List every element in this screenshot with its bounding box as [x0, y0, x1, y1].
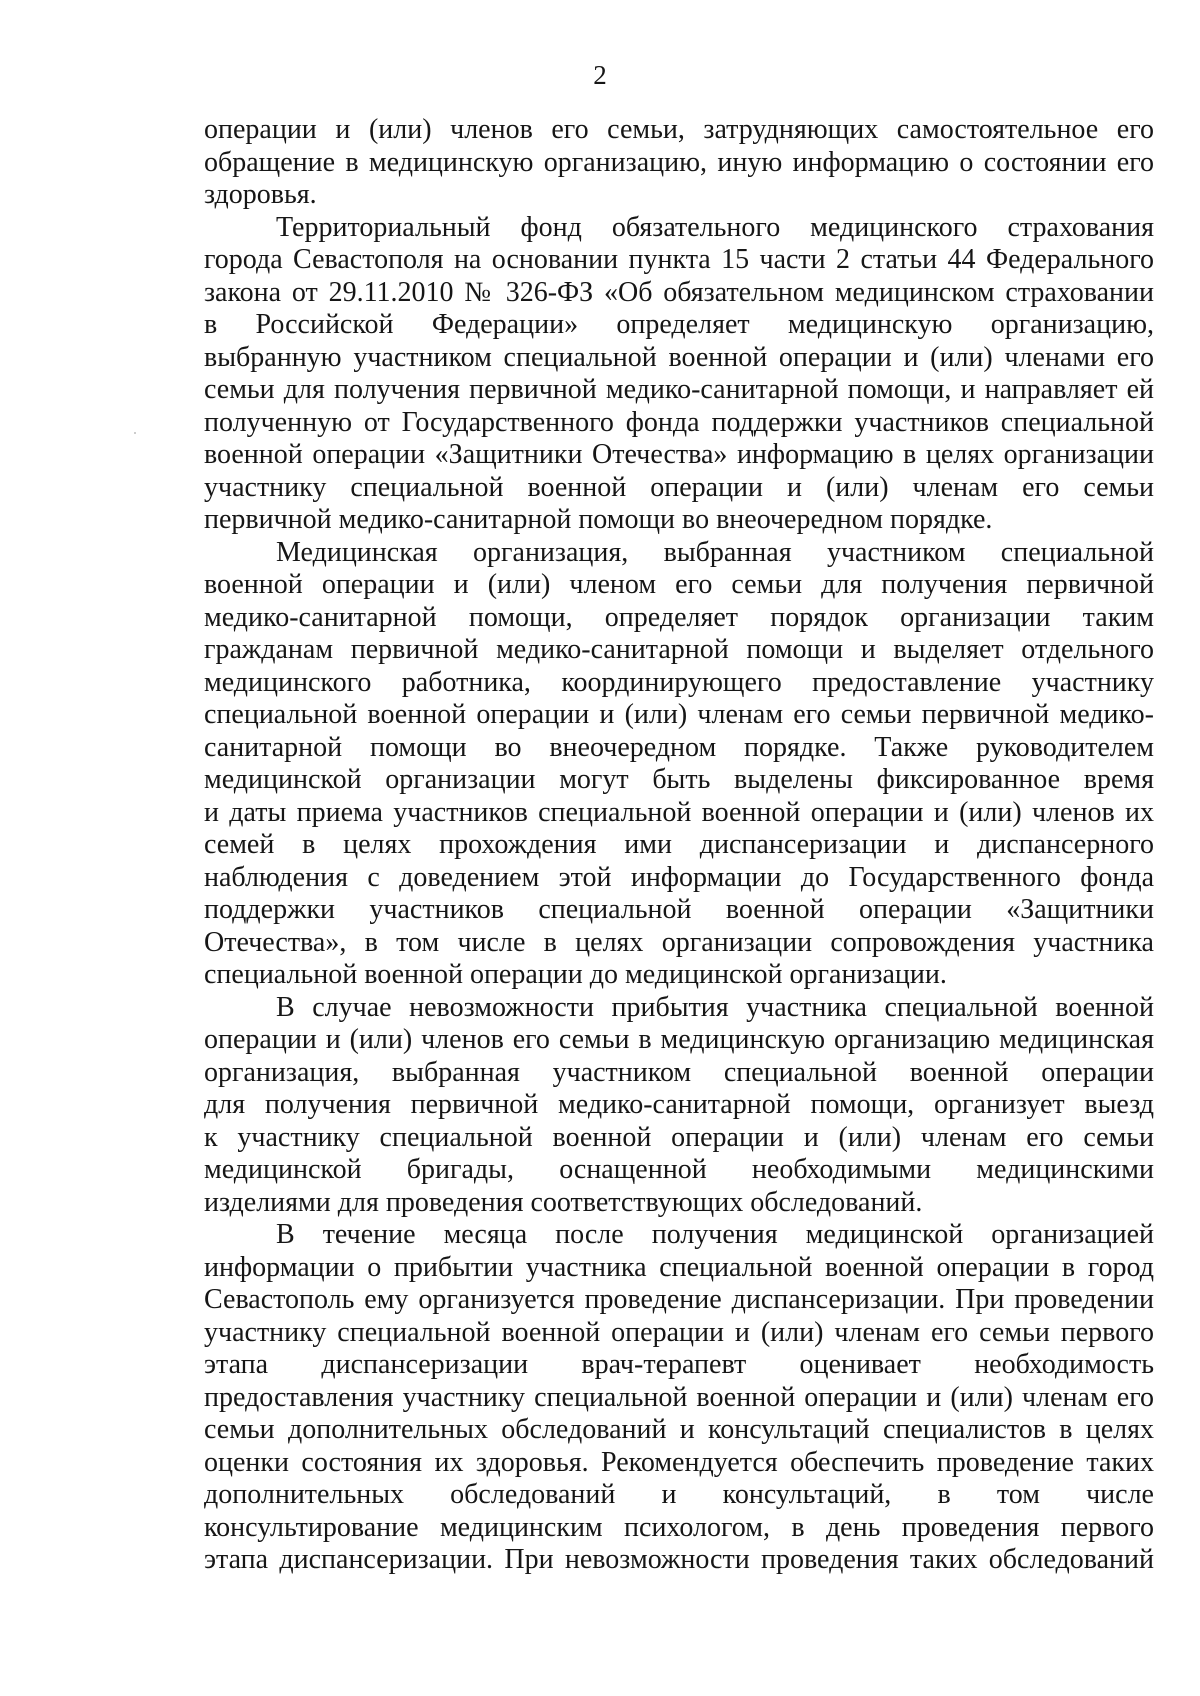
text-line: семей в целях прохождения ими диспансеризации и диспансерного: [204, 829, 1154, 860]
paragraph: [204, 212, 1154, 537]
text-line: медицинской бригады, оснащенной необходимыми медицинскими: [204, 1154, 1154, 1185]
text-line: города Севастополя на основании пункта 15 части 2 статьи 44 Федерального: [204, 244, 1154, 275]
text-line: закона от 29.11.2010 № 326-ФЗ «Об обязательном медицинском страховании: [204, 276, 1154, 308]
text-line: военной операции и (или) членом его семьи для получения первичной: [204, 569, 1154, 600]
text-line: информации о прибытии участника специальной военной операции в город: [204, 1251, 1154, 1283]
text-line: предоставления участнику специальной военной операции и (или) членам его: [204, 1381, 1154, 1413]
paragraph: [204, 537, 1154, 992]
text-line: Отечества», в том числе в целях организации сопровождения участника: [204, 926, 1154, 958]
text-line: Севастополь ему организуется проведение диспансеризации. При проведении: [204, 1284, 1154, 1315]
scan-speck: [134, 432, 136, 434]
text-line: организация, выбранная участником специальной военной операции: [204, 1056, 1154, 1088]
text-line: этапа диспансеризации врач-терапевт оценивает необходимость: [204, 1349, 1154, 1380]
text-line: операции и (или) членов его семьи, затрудняющих самостоятельное его: [204, 114, 1154, 145]
paragraph: [204, 1219, 1154, 1577]
text-line: обращение в медицинскую организацию, иную информацию о состоянии его: [204, 146, 1154, 178]
text-line: медицинской организации могут быть выделены фиксированное время: [204, 764, 1154, 795]
document-body: [204, 114, 1154, 1577]
text-line: медицинского работника, координирующего предоставление участнику: [204, 666, 1154, 698]
text-line: первичной медико-санитарной помощи во внеочередном порядке.: [204, 504, 993, 535]
text-line: специальной военной операции и (или) членам его семьи первичной медико-: [204, 699, 1154, 730]
text-line: гражданам первичной медико-санитарной помощи и выделяет отдельного: [204, 634, 1154, 665]
text-line: санитарной помощи во внеочередном порядке. Также руководителем: [204, 731, 1154, 763]
text-line: этапа диспансеризации. При невозможности проведения таких обследований: [204, 1544, 1154, 1575]
text-line: здоровья.: [204, 179, 317, 210]
page-number: 2: [593, 60, 607, 90]
text-line: консультирование медицинским психологом, в день проведения первого: [204, 1511, 1154, 1543]
text-line: операции и (или) членов его семьи в медицинскую организацию медицинская: [204, 1024, 1154, 1055]
text-line: в Российской Федерации» определяет медицинскую организацию,: [204, 309, 1154, 340]
text-line: военной операции «Защитники Отечества» информацию в целях организации: [204, 439, 1154, 470]
text-line: для получения первичной медико-санитарной помощи, организует выезд: [204, 1089, 1154, 1120]
text-line: и даты приема участников специальной военной операции и (или) членов их: [204, 796, 1154, 828]
text-line: медико-санитарной помощи, определяет порядок организации таким: [204, 601, 1154, 633]
text-line: Медицинская организация, выбранная участником специальной: [276, 536, 1154, 568]
paragraph: [204, 992, 1154, 1220]
text-line: выбранную участником специальной военной операции и (или) членами его: [204, 341, 1154, 373]
text-line: наблюдения с доведением этой информации до Государственного фонда: [204, 861, 1154, 893]
text-line: участнику специальной военной операции и (или) членам его семьи первого: [204, 1316, 1154, 1348]
text-line: поддержки участников специальной военной операции «Защитники: [204, 894, 1154, 925]
text-line: к участнику специальной военной операции и (или) членам его семьи: [204, 1121, 1154, 1153]
text-line: семьи для получения первичной медико-санитарной помощи, и направляет ей: [204, 374, 1154, 405]
text-line: оценки состояния их здоровья. Рекомендуется обеспечить проведение таких: [204, 1446, 1154, 1478]
text-line: дополнительных обследований и консультаций, в том числе: [204, 1479, 1154, 1510]
text-line: полученную от Государственного фонда поддержки участников специальной: [204, 406, 1154, 438]
text-line: семьи дополнительных обследований и консультаций специалистов в целях: [204, 1414, 1154, 1445]
text-line: В случае невозможности прибытия участника специальной военной: [276, 991, 1154, 1023]
text-line: изделиями для проведения соответствующих обследований.: [204, 1186, 923, 1218]
text-line: Территориальный фонд обязательного медицинского страхования: [276, 211, 1154, 243]
paragraph: [204, 114, 1154, 212]
text-line: В течение месяца после получения медицинской организацией: [276, 1219, 1154, 1250]
text-line: специальной военной операции до медицинской организации.: [204, 959, 947, 990]
text-line: участнику специальной военной операции и (или) членам его семьи: [204, 471, 1154, 503]
